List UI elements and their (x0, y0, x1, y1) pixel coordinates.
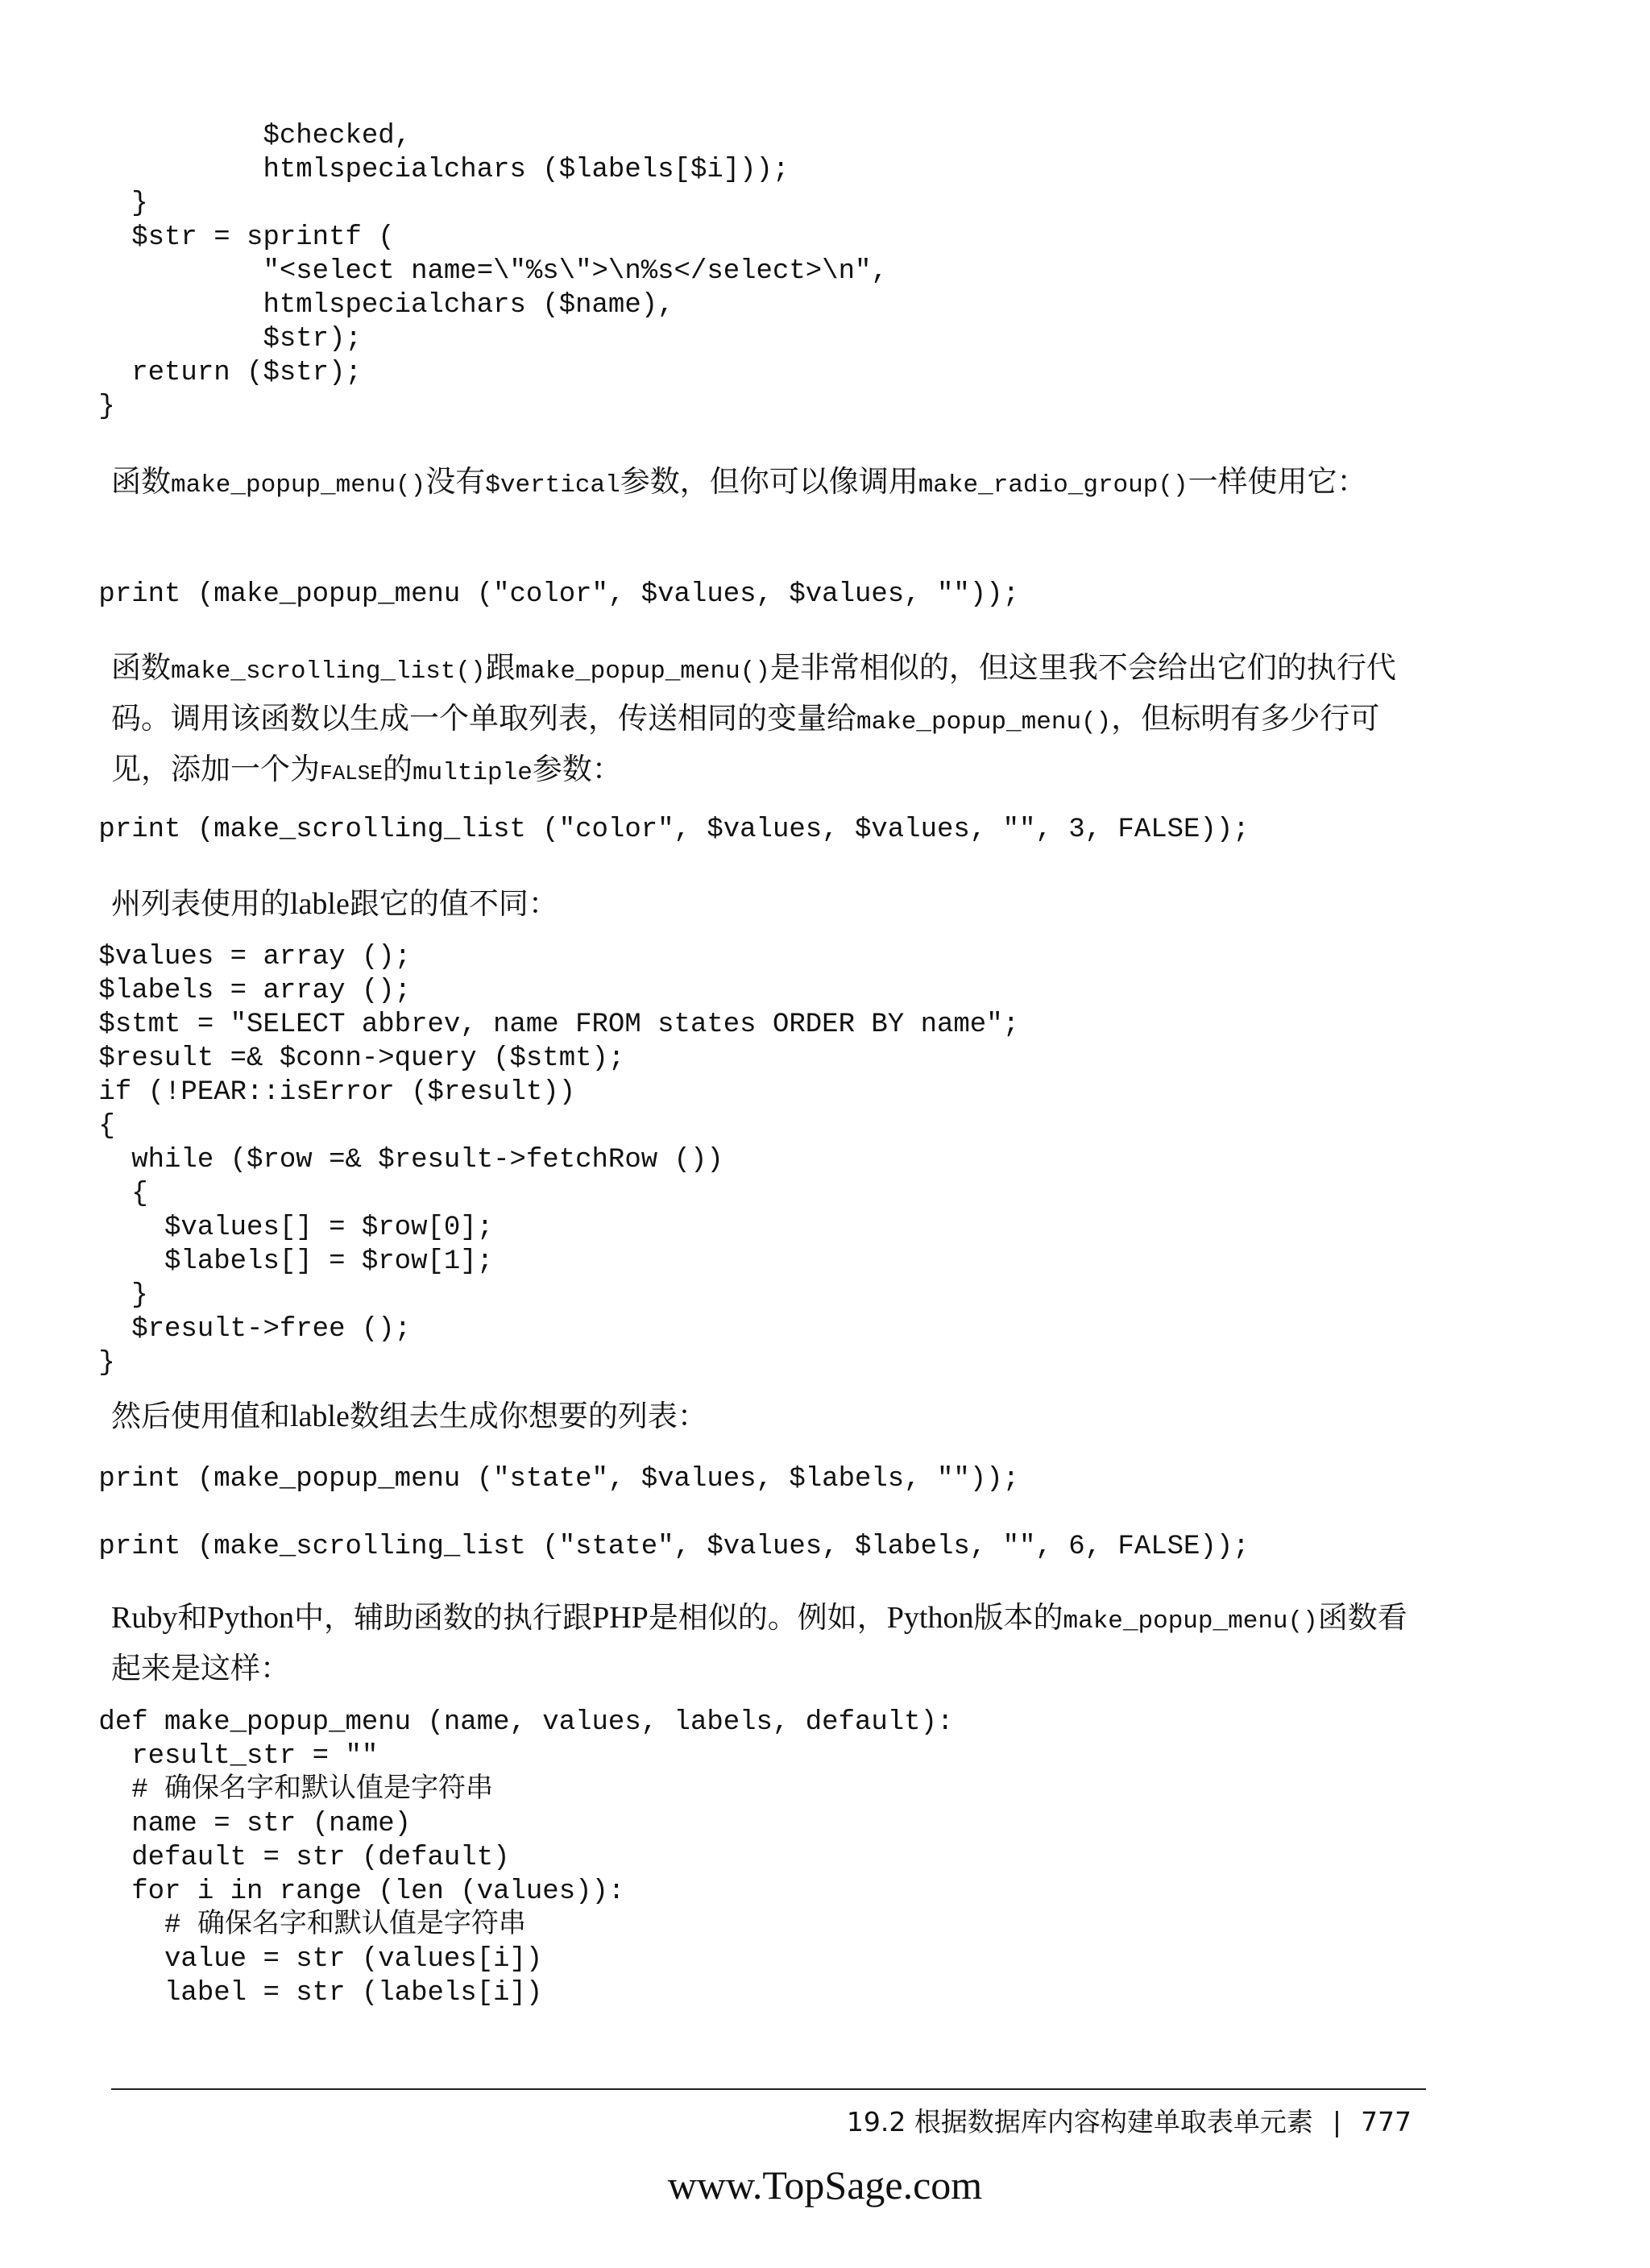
code-print-state-lists: print (make_popup_menu ("state", $values, $labels, "")); print (make_scrolling_list ("state", $values, $labels, "", 6, FALSE)); (0, 1464, 1250, 1562)
code-block-states-query: $values = array (); $labels = array (); $stmt = "SELECT abbrev, name FROM states ORDER BY name"; $result =& $conn->query ($stmt); if (!PEAR::isError ($result)) { while ($row =& $result->fetchRow ()) { $values[] = $row[0]; $labels[] = $row[1]; } $result->free (); } (0, 942, 1020, 1379)
paragraph-values-labels: 然后使用值和lable数组去生成你想要的列表： (111, 1399, 707, 1433)
paragraph-scrolling-list: 函数make_scrolling_list()跟make_popup_menu()是非常相似的，但这里我不会给出它们的执行代码。调用该函数以生成一个单取列表，传送相同的变量给make_popup_menu()，但标明有多少行可见，添加一个为FALSE的multiple参数： (111, 650, 1396, 787)
code-print-popup-color: print (make_popup_menu ("color", $values, $values, "")); (0, 579, 1020, 610)
code-print-scrolling-color: print (make_scrolling_list ("color", $values, $values, "", 3, FALSE)); (0, 815, 1250, 845)
code-block-sprintf: $checked, htmlspecialchars ($labels[$i])); } $str = sprintf ( "<select name=\"%s\">\n%s</select>\n", htmlspecialchars ($name), $str); return ($str); } (0, 121, 888, 422)
paragraph-state-list: 州列表使用的lable跟它的值不同： (111, 886, 558, 921)
code-block-python-popup-menu: def make_popup_menu (name, values, labels, default): result_str = "" # 确保名字和默认值是字符串 name = str (name) default = str (default) for i in range (len (values)): # 确保名字和默认值是字符串 value = str (values[i]) label = str (labels[i]) (0, 1707, 954, 2009)
page-number: 777 (1361, 2106, 1412, 2137)
footer-rule (111, 2088, 1426, 2090)
footer-section-title: 19.2 根据数据库内容构建单取表单元素 (846, 2106, 1313, 2137)
paragraph-ruby-python: Ruby和Python中，辅助函数的执行跟PHP是相似的。例如，Python版本的make_popup_menu()函数看起来是这样： (111, 1600, 1407, 1685)
watermark: www.TopSage.com (667, 2162, 983, 2208)
footer-separator: | (1332, 2106, 1341, 2137)
paragraph-popup-menu-usage: 函数make_popup_menu()没有$vertical参数，但你可以像调用make_radio_group()一样使用它： (111, 464, 1367, 500)
page-footer (847, 2101, 1412, 2139)
